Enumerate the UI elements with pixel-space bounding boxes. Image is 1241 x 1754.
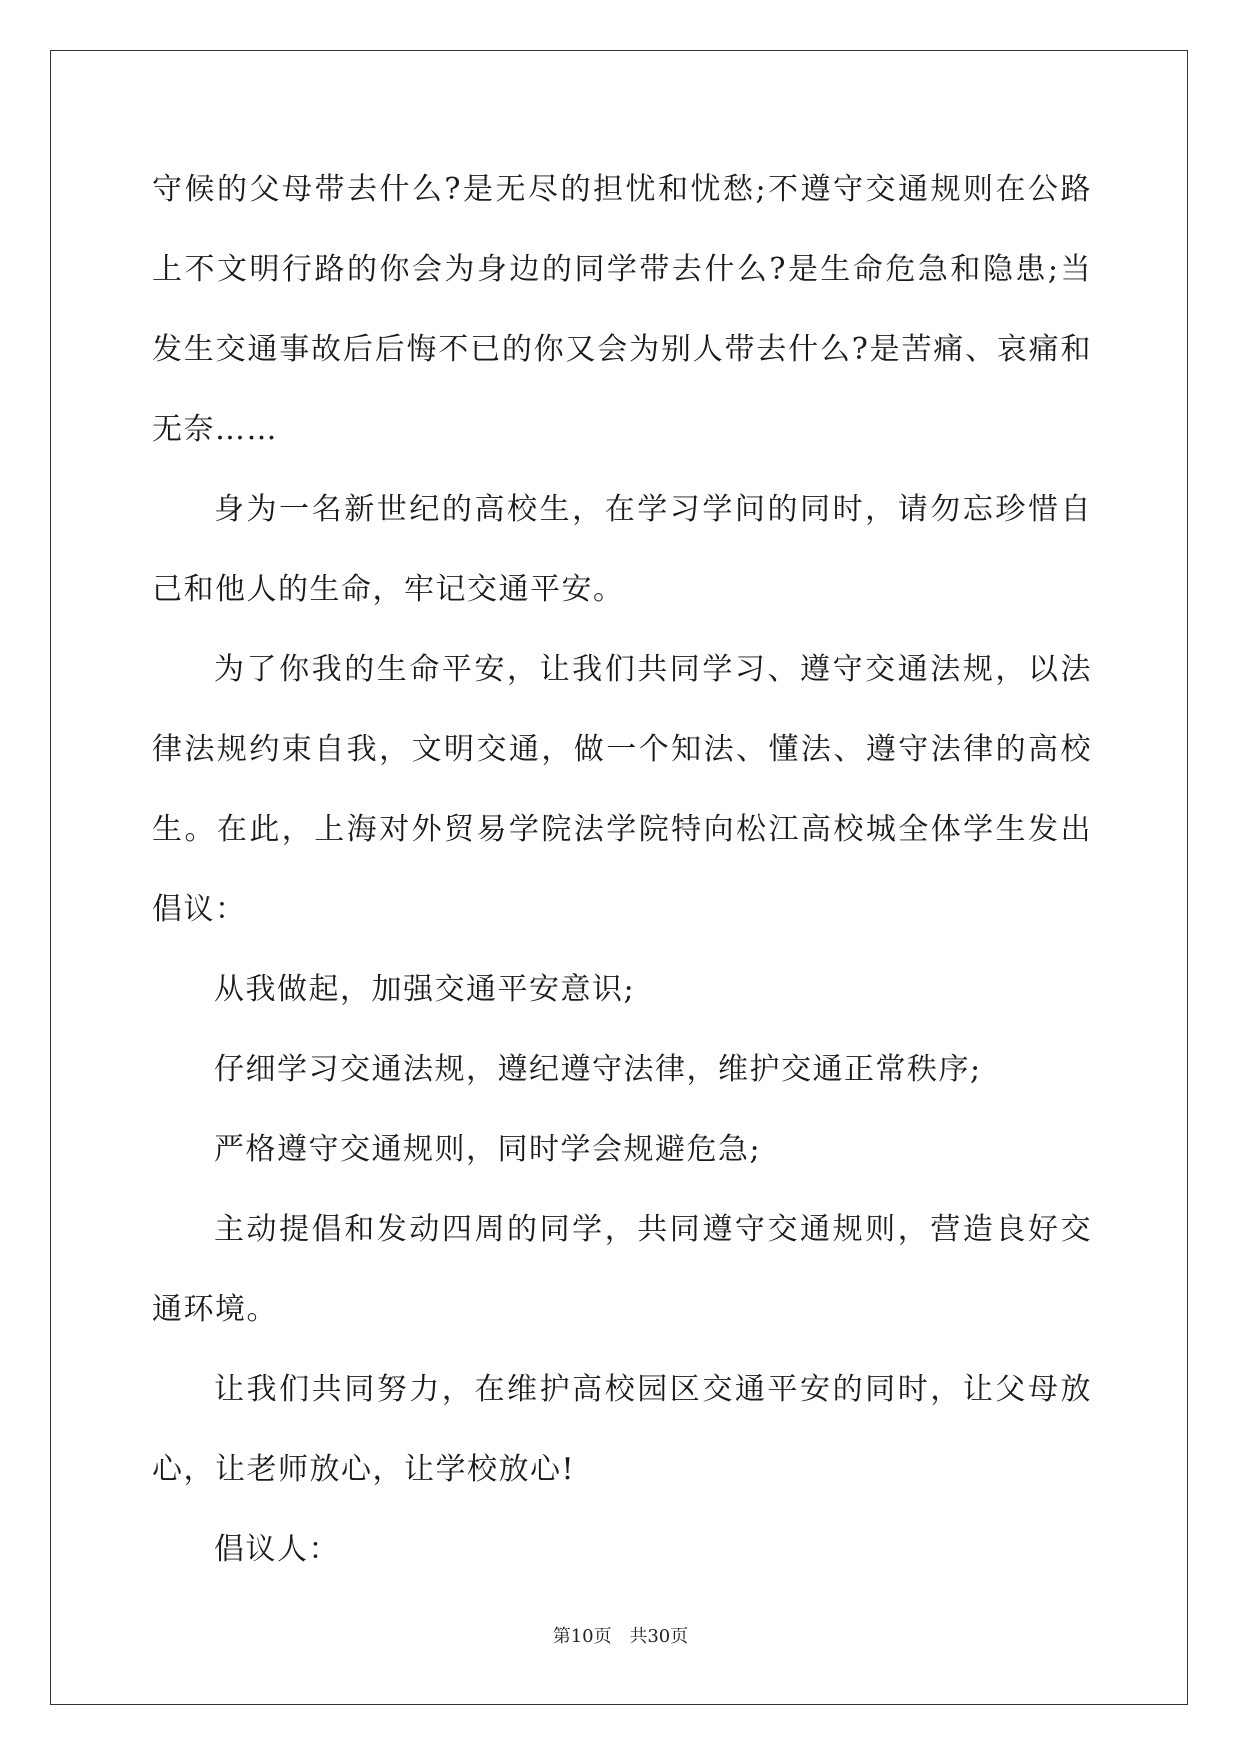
paragraph-proposal-intro: 为了你我的生命平安，让我们共同学习、遵守交通法规，以法律法规约束自我，文明交通，做一个知法、懂法、遵守法律的高校生。在此，上海对外贸易学院法学院特向松江高校城全体学生发出倡议： [152,652,1092,927]
paragraph-closing: 让我们共同努力，在维护高校园区交通平安的同时，让父母放心，让老师放心，让学校放心! [152,1372,1092,1487]
page-total: 共30页 [629,1626,689,1647]
paragraph-continuation: 守候的父母带去什么?是无尽的担忧和忧愁;不遵守交通规则在公路上不文明行路的你会为身边的同学带去什么?是生命危急和隐患;当发生交通事故后后悔不已的你又会为别人带去什么?是苦痛、哀痛和无奈…… [152,172,1092,447]
page-number: 第10页 [552,1626,612,1647]
paragraph-signature: 倡议人： [214,1532,340,1567]
paragraph-item-promote: 主动提倡和发动四周的同学，共同遵守交通规则，营造良好交通环境。 [152,1212,1092,1327]
page-footer [0,1622,1241,1648]
paragraph-item-study-rules: 仔细学习交通法规，遵纪遵守法律，维护交通正常秩序; [214,1052,982,1087]
paragraph-item-obey-rules: 严格遵守交通规则，同时学会规避危急; [214,1132,762,1167]
paragraph-student-duty: 身为一名新世纪的高校生，在学习学问的同时，请勿忘珍惜自己和他人的生命，牢记交通平安。 [152,492,1092,607]
paragraph-item-awareness: 从我做起，加强交通平安意识; [214,972,636,1007]
document-body [152,150,1092,1590]
